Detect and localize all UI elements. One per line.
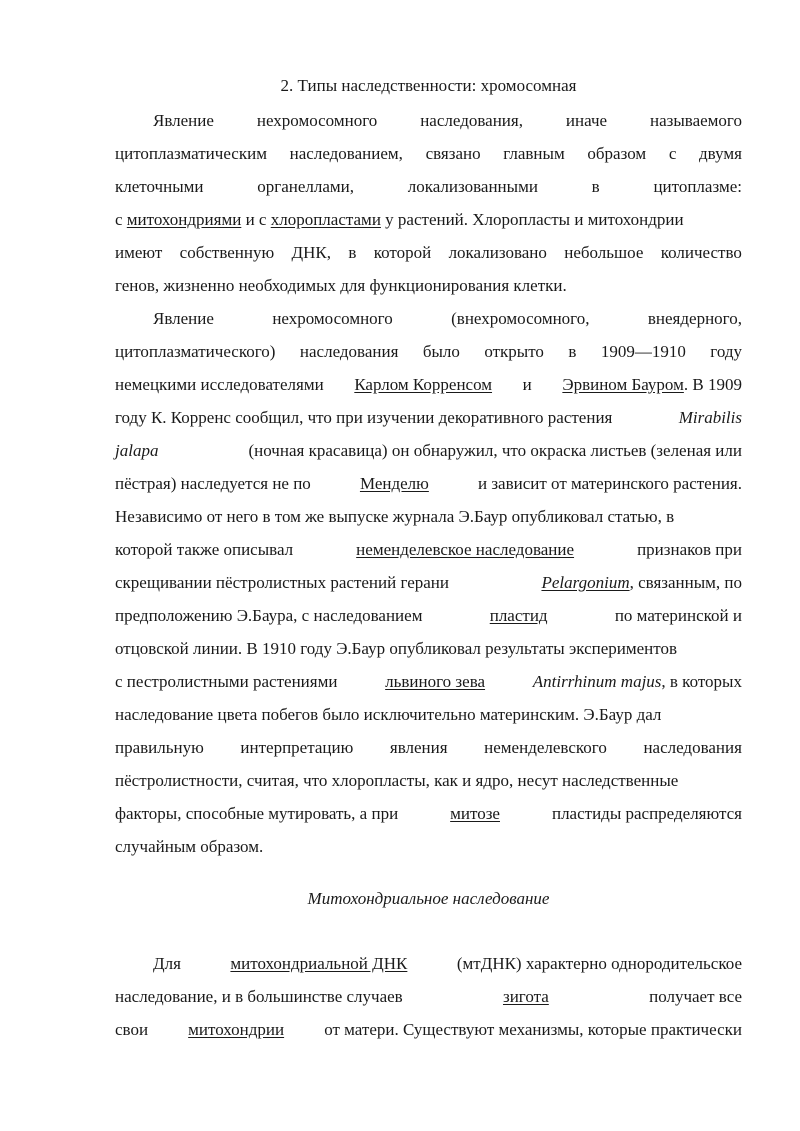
- p1-line-4: с митохондриями и с хлоропластами у растений. Хлоропласты и митохондрии: [115, 210, 684, 229]
- link-zygote[interactable]: зигота: [502, 987, 549, 1006]
- link-plastids[interactable]: пластид: [489, 606, 548, 625]
- p2-line-15: пёстролистности, считая, что хлоропласты, как и ядро, несут наследственные: [115, 771, 679, 790]
- p2-line-5: jalapa (ночная красавица) он обнаружил, что окраска листьев (зеленая или: [115, 441, 742, 460]
- p1-line-3: клеточными органеллами, локализованными в цитоплазме:: [115, 177, 742, 196]
- section-heading: 2. Типы наследственности: хромосомная: [280, 76, 577, 95]
- p3-line-2: наследование, и в большинстве случаев зигота получает все: [115, 987, 742, 1006]
- p2-line-16: факторы, способные мутировать, а при митозе пластиды распределяются: [115, 804, 742, 823]
- p2-line-11: отцовской линии. В 1910 году Э.Баур опубликовал результаты экспериментов: [115, 639, 678, 658]
- link-chloroplasts[interactable]: хлоропластами: [270, 210, 381, 229]
- link-mitosis[interactable]: митозе: [450, 804, 500, 823]
- p2-line-9: скрещивании пёстролистных растений герани Pelargonium, связанным, по: [115, 573, 742, 592]
- p2-line-2: цитоплазматического) наследования было открыто в 1909—1910 году: [115, 342, 742, 361]
- subsection-heading: Митохондриальное наследование: [307, 889, 550, 908]
- link-nonmendelian-inheritance[interactable]: неменделевское наследование: [356, 540, 575, 559]
- p3-line-3: свои митохондрии от матери. Существуют механизмы, которые практически: [115, 1020, 742, 1039]
- p2-line-12: с пестролистными растениями львиного зева Antirrhinum majus, в которых: [115, 672, 742, 691]
- p2-line-6: пёстрая) наследуется не по Менделю и зависит от материнского растения.: [115, 474, 742, 493]
- p1-line-5: имеют собственную ДНК, в которой локализовано небольшое количество: [115, 243, 742, 262]
- p2-line-14: правильную интерпретацию явления неменделевского наследования: [115, 738, 742, 757]
- p2-line-1: Явление нехромосомного (внехромосомного, внеядерного,: [153, 309, 742, 328]
- p2-line-7: Независимо от него в том же выпуске журнала Э.Баур опубликовал статью, в: [115, 507, 675, 526]
- p3-line-1: Для митохондриальной ДНК (мтДНК) характерно однородительское: [153, 954, 742, 973]
- p1-line-1: Явление нехромосомного наследования, иначе называемого: [153, 111, 742, 130]
- link-pelargonium[interactable]: Pelargonium: [541, 573, 630, 592]
- link-mtdna[interactable]: митохондриальной ДНК: [230, 954, 408, 973]
- p1-line-6: генов, жизненно необходимых для функционирования клетки.: [115, 276, 567, 295]
- p2-line-8: которой также описывал неменделевское наследование признаков при: [115, 540, 742, 559]
- link-mitochondria-2[interactable]: митохондрии: [188, 1020, 285, 1039]
- link-mendel[interactable]: Менделю: [359, 474, 429, 493]
- p2-line-13: наследование цвета побегов было исключительно материнским. Э.Баур дал: [115, 705, 662, 724]
- link-baur[interactable]: Эрвином Бауром: [562, 375, 684, 394]
- p2-line-17: случайным образом.: [115, 837, 264, 856]
- link-correns[interactable]: Карлом Корренсом: [354, 375, 493, 394]
- p2-line-10: предположению Э.Баура, с наследованием пластид по материнской и: [115, 606, 742, 625]
- p2-line-4: году К. Корренс сообщил, что при изучении декоративного растения Mirabilis: [115, 408, 742, 427]
- link-snapdragon[interactable]: львиного зева: [385, 672, 486, 691]
- p1-line-2: цитоплазматическим наследованием, связано главным образом с двумя: [115, 144, 742, 163]
- p2-line-3: немецкими исследователями Карлом Корренсом и Эрвином Бауром. В 1909: [115, 375, 742, 394]
- link-mitochondria[interactable]: митохондриями: [126, 210, 242, 229]
